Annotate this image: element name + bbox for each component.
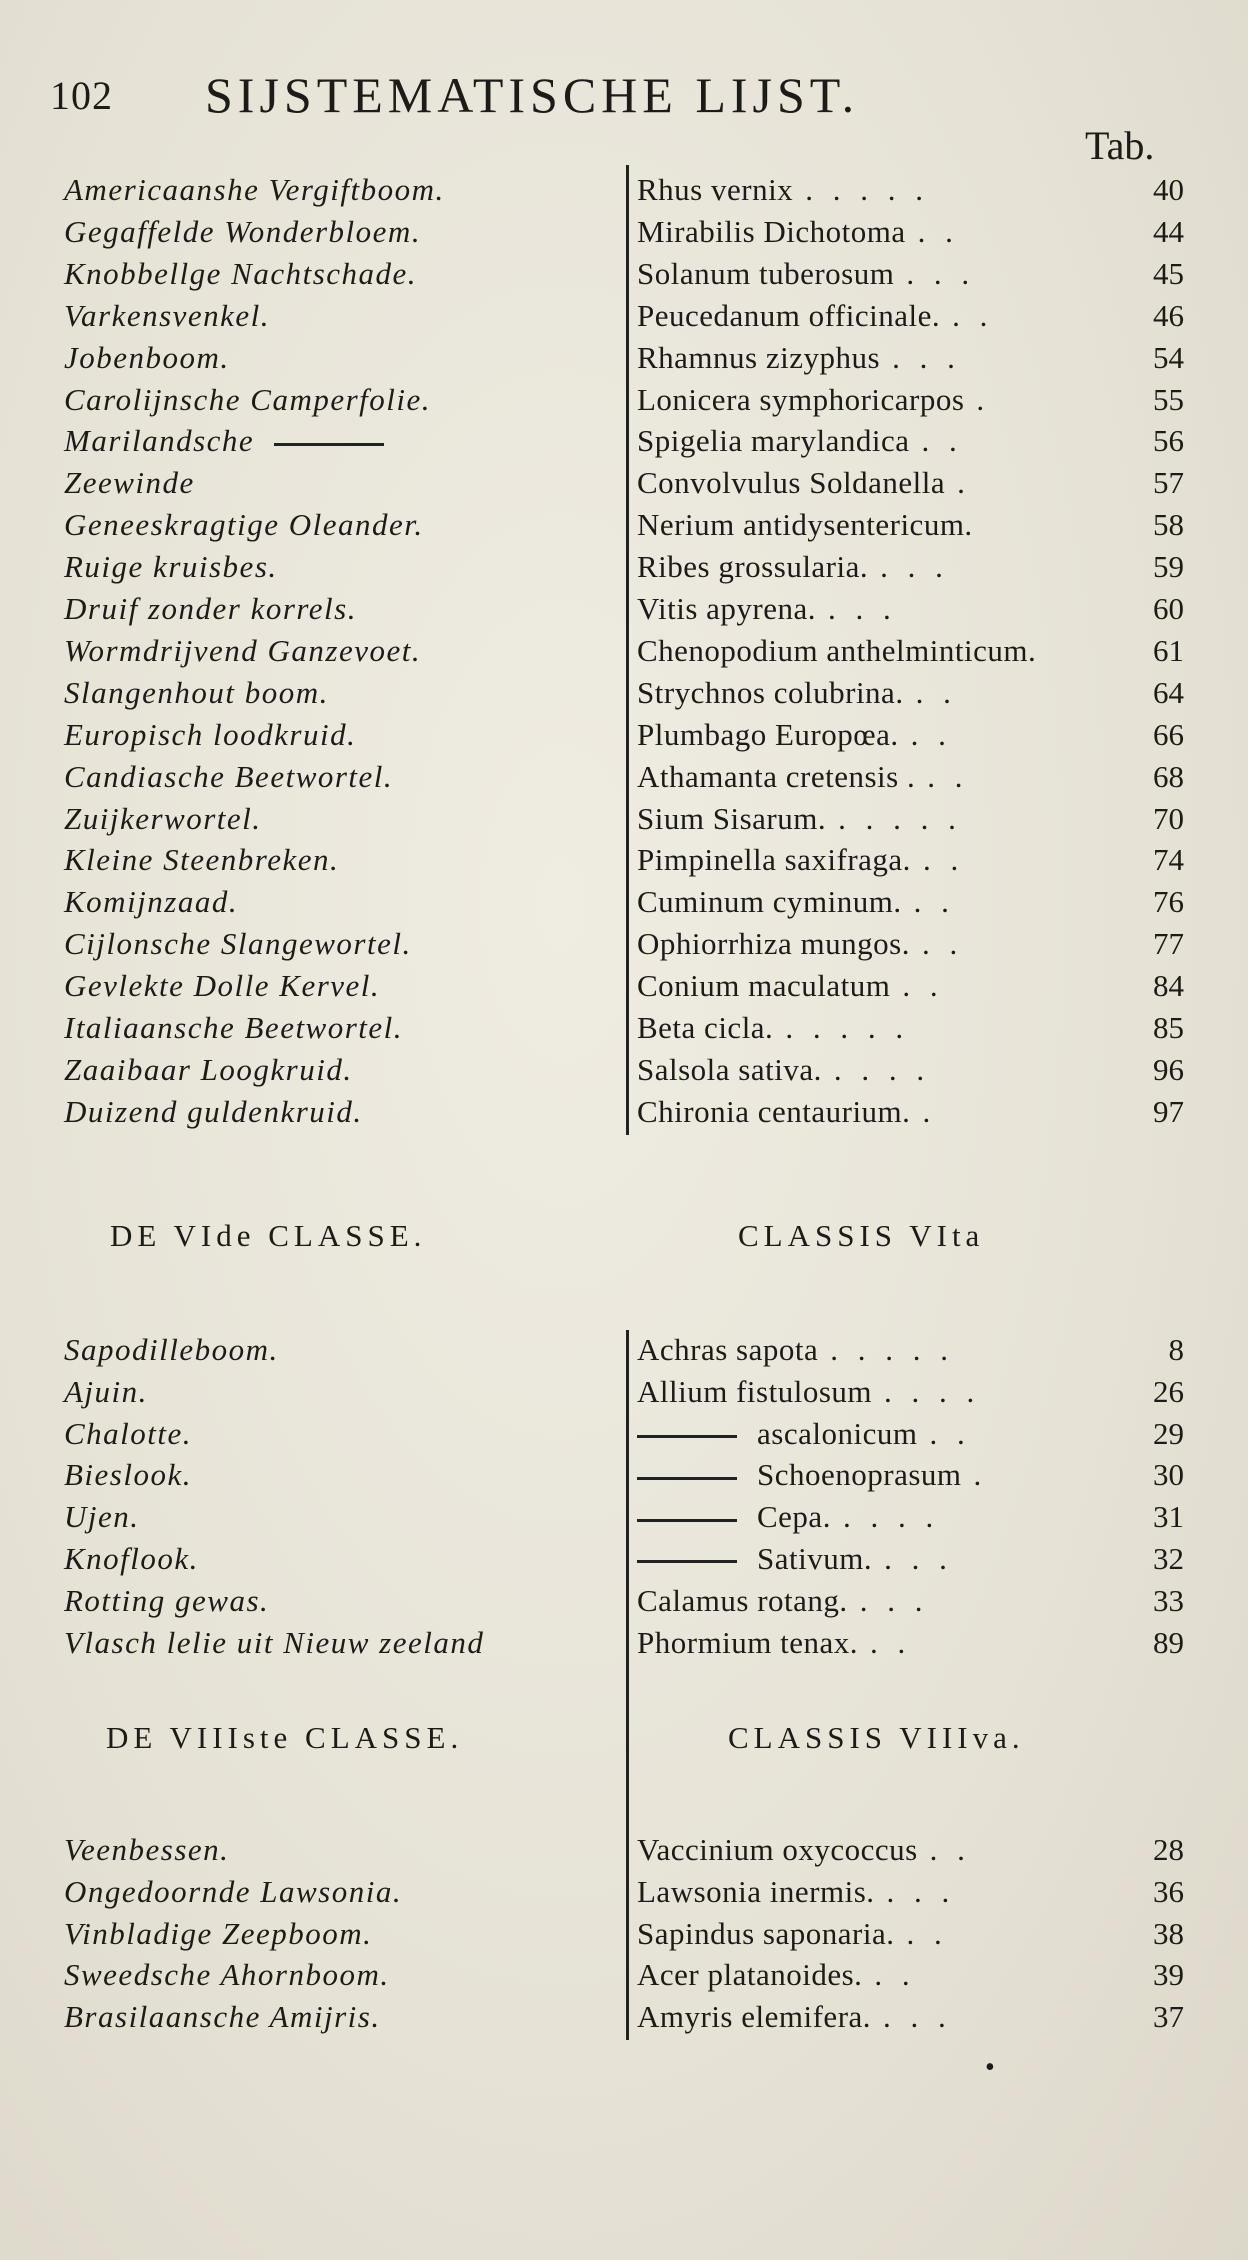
- latin-name: Cuminum cyminum. . .: [637, 884, 955, 920]
- latin-name: Sapindus saponaria. . .: [637, 1915, 948, 1951]
- list-row: [0, 380, 1248, 420]
- dutch-name: Kleine Steenbreken.: [64, 842, 340, 878]
- leader-dots: . .: [922, 842, 965, 878]
- latin-name: Mirabilis Dichotoma . .: [637, 213, 959, 249]
- latin-name: Spigelia marylandica . .: [637, 423, 963, 459]
- ditto-dash: [637, 1560, 737, 1563]
- latin-name: Allium fistulosum . . . .: [637, 1373, 981, 1409]
- dutch-name: Slangenhout boom.: [64, 674, 329, 710]
- list-row: [0, 840, 1248, 880]
- dutch-name: Brasilaansche Amijris.: [64, 1999, 381, 2035]
- plate-number: 40: [1153, 172, 1184, 207]
- dutch-name: Geneeskragtige Oleander.: [64, 507, 424, 543]
- leader-dots: .: [973, 1457, 988, 1493]
- dutch-name: Carolijnsche Camperfolie.: [64, 381, 431, 417]
- leader-dots: .: [976, 381, 991, 417]
- dutch-name: Knoflook.: [64, 1541, 199, 1576]
- latin-name: Chenopodium anthelminticum.: [637, 632, 1037, 668]
- latin-name: Conium maculatum . .: [637, 968, 944, 1004]
- list-row: [0, 1997, 1248, 2037]
- list-row: [0, 757, 1248, 797]
- latin-name: Achras sapota . . . . .: [637, 1332, 954, 1367]
- leader-dots: . . .: [859, 1582, 929, 1618]
- leader-dots: . .: [906, 1915, 948, 1951]
- dutch-name: Gegaffelde Wonderbloem.: [64, 213, 422, 249]
- plate-number: 38: [1153, 1915, 1184, 1951]
- plate-number: 32: [1153, 1541, 1184, 1576]
- plate-number: 89: [1153, 1624, 1184, 1660]
- ditto-dash: [637, 1519, 737, 1522]
- dutch-name: Bieslook.: [64, 1457, 192, 1493]
- latin-name: Calamus rotang. . . .: [637, 1582, 929, 1618]
- plate-number: 45: [1153, 255, 1184, 291]
- class-6-heading-dutch: DE VIde CLASSE.: [110, 1218, 427, 1253]
- plate-number: 44: [1153, 213, 1184, 249]
- dutch-name: Europisch loodkruid.: [64, 716, 357, 752]
- list-row: [0, 338, 1248, 378]
- plate-number: 76: [1153, 884, 1184, 920]
- list-row: [0, 1330, 1248, 1370]
- dutch-name: Sweedsche Ahornboom.: [64, 1957, 390, 1993]
- leader-dots: . . . .: [842, 1499, 940, 1535]
- dutch-name: Knobbellge Nachtschade.: [64, 255, 418, 291]
- dutch-name: Americaanshe Vergiftboom.: [64, 172, 445, 207]
- page-number: 102: [50, 73, 113, 118]
- leader-dots: . . .: [892, 339, 961, 375]
- leader-dots: . . .: [884, 1541, 953, 1576]
- plate-number: 85: [1153, 1010, 1184, 1045]
- list-row: [0, 1623, 1248, 1663]
- latin-name: Strychnos colubrina. . .: [637, 674, 957, 710]
- plate-number: 28: [1153, 1832, 1184, 1867]
- latin-name: Schoenoprasum .: [637, 1455, 987, 1495]
- dutch-name: Gevlekte Dolle Kervel.: [64, 968, 381, 1004]
- plate-number: 36: [1153, 1873, 1184, 1909]
- leader-dots: .: [922, 1093, 937, 1129]
- list-row: [0, 924, 1248, 964]
- dutch-name: Zeewinde: [64, 465, 195, 501]
- plate-number: 70: [1153, 800, 1184, 836]
- plate-number: 59: [1153, 549, 1184, 585]
- leader-dots: . .: [870, 1624, 912, 1660]
- class-6-heading-latin: CLASSIS VIta: [738, 1218, 985, 1253]
- dutch-name: Veenbessen.: [64, 1832, 230, 1867]
- plate-number: 60: [1153, 591, 1184, 626]
- leader-dots: . .: [902, 968, 944, 1004]
- latin-name: Cepa. . . . .: [637, 1497, 939, 1537]
- list-row: [0, 547, 1248, 587]
- plate-number: 55: [1153, 381, 1184, 417]
- latin-name: Nerium antidysentericum.: [637, 507, 973, 543]
- dutch-name: Vinbladige Zeepboom.: [64, 1915, 373, 1951]
- dutch-name: Ajuin.: [64, 1373, 148, 1409]
- leader-dots: . .: [921, 926, 964, 962]
- leader-dots: . . .: [880, 549, 949, 585]
- list-row: [0, 254, 1248, 294]
- list-row: [0, 296, 1248, 336]
- dutch-name: Ongedoornde Lawsonia.: [64, 1873, 403, 1909]
- list-row: [0, 212, 1248, 252]
- latin-name: Sativum. . . .: [637, 1539, 953, 1579]
- leader-dots: . .: [917, 213, 959, 249]
- list-row: [0, 170, 1248, 210]
- latin-name: ascalonicum . .: [637, 1414, 971, 1454]
- list-row: [0, 1955, 1248, 1995]
- latin-name: Peucedanum officinale. . .: [637, 297, 994, 333]
- list-row: [0, 1581, 1248, 1621]
- leader-dots: . . . .: [884, 1373, 981, 1409]
- list-row: [0, 799, 1248, 839]
- plate-number: 8: [1168, 1332, 1184, 1367]
- leader-dots: . . .: [828, 591, 897, 626]
- list-row: [0, 1497, 1248, 1537]
- dutch-name: Chalotte.: [64, 1415, 193, 1451]
- dutch-name: Zuijkerwortel.: [64, 800, 262, 836]
- latin-name: Ophiorrhiza mungos. . .: [637, 926, 964, 962]
- dutch-name: Rotting gewas.: [64, 1582, 270, 1618]
- latin-name: Ribes grossularia. . . .: [637, 549, 949, 585]
- latin-name: Vitis apyrena. . . .: [637, 591, 897, 626]
- leader-dots: . . .: [883, 1999, 952, 2035]
- leader-dots: . .: [915, 674, 957, 710]
- latin-name: Lonicera symphoricarpos .: [637, 381, 991, 417]
- list-row: [0, 1008, 1248, 1048]
- leader-dots: . . . . .: [838, 800, 962, 836]
- latin-name: Phormium tenax. . .: [637, 1624, 912, 1660]
- latin-name: Solanum tuberosum . . .: [637, 255, 976, 291]
- latin-name: Plumbago Europœa. . .: [637, 716, 952, 752]
- latin-name: Beta cicla. . . . . .: [637, 1010, 910, 1045]
- latin-name: Lawsonia inermis. . . .: [637, 1873, 956, 1909]
- latin-name: Athamanta cretensis . . .: [637, 758, 969, 794]
- dutch-name: Ruige kruisbes.: [64, 549, 278, 585]
- list-row: [0, 1372, 1248, 1412]
- list-row: [0, 505, 1248, 545]
- list-row: [0, 1092, 1248, 1132]
- list-row: [0, 1539, 1248, 1579]
- plate-number: 97: [1153, 1093, 1184, 1129]
- leader-dots: . .: [874, 1957, 916, 1993]
- plate-number: 31: [1153, 1499, 1184, 1535]
- latin-name: Rhus vernix . . . . .: [637, 172, 929, 207]
- plate-number: 66: [1153, 716, 1184, 752]
- plate-number: 37: [1153, 1999, 1184, 2035]
- latin-name: Pimpinella saxifraga. . .: [637, 842, 965, 878]
- plate-number: 57: [1153, 465, 1184, 501]
- plate-number: 30: [1153, 1457, 1184, 1493]
- plate-number: 54: [1153, 339, 1184, 375]
- list-row: [0, 673, 1248, 713]
- list-row: [0, 1455, 1248, 1495]
- latin-name: Salsola sativa. . . . .: [637, 1051, 931, 1087]
- latin-name: Rhamnus zizyphus . . .: [637, 339, 961, 375]
- list-row: [0, 715, 1248, 755]
- list-row: [0, 882, 1248, 922]
- list-row: [0, 631, 1248, 671]
- list-row: [0, 1872, 1248, 1912]
- leader-dots: . . . . .: [830, 1332, 954, 1367]
- latin-name: Amyris elemifera. . . .: [637, 1999, 952, 2035]
- leader-dots: . . .: [886, 1873, 956, 1909]
- dutch-name: Wormdrijvend Ganzevoet.: [64, 632, 422, 668]
- dutch-name: Varkensvenkel.: [64, 297, 271, 333]
- plate-number: 39: [1153, 1957, 1184, 1993]
- plate-number: 74: [1153, 842, 1184, 878]
- list-row: [0, 463, 1248, 503]
- leader-dots: . .: [927, 758, 969, 794]
- tab-column-label: Tab.: [1085, 123, 1155, 168]
- class-8-heading-dutch: DE VIIIste CLASSE.: [106, 1720, 464, 1755]
- leader-dots: . . . .: [833, 1051, 931, 1087]
- dutch-name: Vlasch lelie uit Nieuw zeeland: [64, 1624, 485, 1660]
- plate-number: 29: [1153, 1415, 1184, 1451]
- plate-number: 61: [1153, 632, 1184, 668]
- printer-mark: •: [985, 2052, 995, 2083]
- list-row: [0, 1830, 1248, 1870]
- plate-number: 33: [1153, 1582, 1184, 1618]
- leader-dots: . .: [921, 423, 963, 459]
- dutch-name: Candiasche Beetwortel.: [64, 758, 394, 794]
- plate-number: 64: [1153, 674, 1184, 710]
- list-row: [0, 966, 1248, 1006]
- leader-dots: .: [957, 465, 971, 501]
- latin-name: Sium Sisarum. . . . . .: [637, 800, 962, 836]
- plate-number: 58: [1153, 507, 1184, 543]
- dutch-name: Sapodilleboom.: [64, 1332, 279, 1367]
- running-title: SIJSTEMATISCHE LIJST.: [205, 67, 860, 123]
- dutch-name: Cijlonsche Slangewortel.: [64, 926, 412, 962]
- dutch-name: Jobenboom.: [64, 339, 230, 375]
- latin-name: Acer platanoides. . .: [637, 1957, 916, 1993]
- plate-number: 26: [1153, 1373, 1184, 1409]
- leader-dots: . . . . .: [785, 1010, 910, 1045]
- leader-dots: . .: [929, 1415, 971, 1451]
- plate-number: 68: [1153, 758, 1184, 794]
- latin-name: Chironia centaurium. .: [637, 1093, 937, 1129]
- leader-dots: . .: [910, 716, 952, 752]
- dutch-name: Zaaibaar Loogkruid.: [64, 1051, 353, 1087]
- class-8-heading-latin: CLASSIS VIIIva.: [728, 1720, 1025, 1755]
- latin-name: Vaccinium oxycoccus . .: [637, 1832, 971, 1867]
- list-row: [0, 1914, 1248, 1954]
- leader-dots: . . . . .: [805, 172, 929, 207]
- dutch-name: Marilandsche: [64, 421, 404, 461]
- list-row: [0, 589, 1248, 629]
- latin-name: Convolvulus Soldanella .: [637, 465, 971, 501]
- leader-dots: . .: [913, 884, 955, 920]
- list-row: [0, 421, 1248, 461]
- dutch-name: Duizend guldenkruid.: [64, 1093, 363, 1129]
- plate-number: 96: [1153, 1051, 1184, 1087]
- ditto-dash: [274, 443, 384, 446]
- list-row: [0, 1414, 1248, 1454]
- list-row: [0, 1050, 1248, 1090]
- dutch-name: Ujen.: [64, 1499, 140, 1535]
- plate-number: 84: [1153, 968, 1184, 1004]
- dutch-name: Komijnzaad.: [64, 884, 239, 920]
- plate-number: 56: [1153, 423, 1184, 459]
- leader-dots: . . .: [906, 255, 976, 291]
- leader-dots: . .: [952, 297, 994, 333]
- plate-number: 77: [1153, 926, 1184, 962]
- plate-number: 46: [1153, 297, 1184, 333]
- dutch-name: Druif zonder korrels.: [64, 591, 357, 626]
- ditto-dash: [637, 1477, 737, 1480]
- ditto-dash: [637, 1435, 737, 1438]
- leader-dots: . .: [929, 1832, 971, 1867]
- dutch-name: Italiaansche Beetwortel.: [64, 1010, 404, 1045]
